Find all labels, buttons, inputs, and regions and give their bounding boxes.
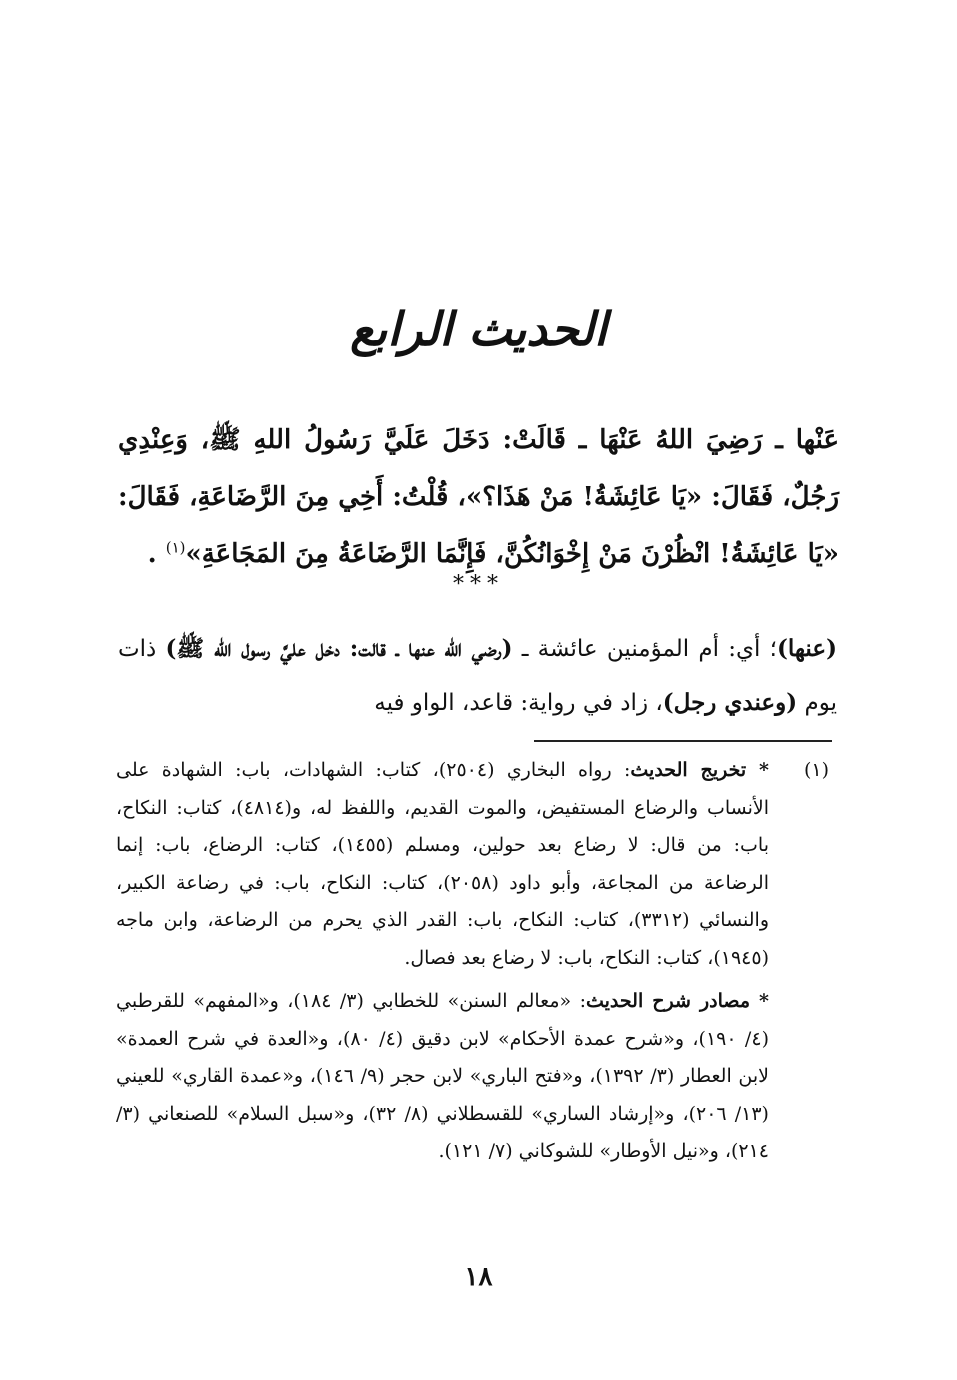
hadith-text-block [118,412,839,583]
hadith-end-punct: . [147,539,166,569]
page-number: ١٨ [464,1262,493,1292]
section-separator: *** [453,572,504,597]
commentary-text [118,622,837,730]
footnotes-section [116,752,829,1171]
footnote-sources [116,983,829,1171]
footnote-divider [534,740,832,742]
commentary-text-1: ؛ أي: أم المؤمنين عائشة ـ [512,636,777,662]
sources-label: * مصادر شرح الحديث [585,990,769,1012]
commentary-quote-1: (عنها) [776,635,837,662]
commentary-text-2: ذات يوم [118,636,837,716]
takhrij-text: : رواه البخاري (٢٥٠٤)، كتاب: الشهادات، باب: الشهادة على الأنساب والرضاع المستفيض، والموت القديم، واللفظ له، و(٤٨١٤)، كتاب: النكاح، باب: من قال: لا رضاع بعد حولين، ومسلم (١٤٥٥)، كتاب: الرضاع، باب: إنما الرضاعة من المجاعة، وأبو داود (٢٠٥٨)، كتاب: النكاح، باب: في رضاعة الكبير، والنسائي (٣٣١٢)، كتاب: النكاح، باب: القدر الذي يحرم من الرضاعة، وابن ماجه (١٩٤٥)، كتاب: النكاح، باب: لا رضاع بعد فصال. [116,759,769,969]
commentary-quote-2: (رضي الله عنها ـ قالت: دخل عليَّ رسول الله ﷺ) [165,635,513,662]
commentary-quote-3: (وعندي رجل) [662,689,798,716]
sources-text: : «معالم السنن» للخطابي (٣/ ١٨٤)، و«المفهم» للقرطبي (٤/ ١٩٠)، و«شرح عمدة الأحكام» لابن دقيق (٤/ ٨٠)، و«العدة في شرح العمدة» لابن العطار (٣/ ١٣٩٢)، و«فتح الباري» لابن حجر (٩/ ١٤٦)، و«عمدة القاري» للعيني (١٣/ ٢٠٦)، و«إرشاد الساري» للقسطلاني (٨/ ٣٢)، و«سبل السلام» للصنعاني (٣/ ٢١٤)، و«نيل الأوطار» للشوكاني (٧/ ١٢١). [116,990,769,1162]
chapter-title: الحديث الرابع [350,302,607,356]
footnote-number: (١) [803,759,829,781]
footnote-reference[interactable]: (١) [165,538,186,557]
takhrij-label: * تخريج الحديث [630,759,769,781]
footnote-takhrij [116,752,829,977]
commentary-text-3: ، زاد في رواية: قاعد، الواو فيه [374,690,663,716]
hadith-text: عَنْها ـ رَضِيَ اللهُ عَنْهَا ـ قَالَتْ: دَخَلَ عَلَيَّ رَسُولُ اللهِ ﷺ، وَعِنْدِي رَجُلٌ، فَقَالَ: «يَا عَائِشَةُ! مَنْ هَذَا؟»، قُلْتُ: أَخِي مِنَ الرَّضَاعَةِ، فَقَالَ: «يَا عَائِشَةُ! انْظُرْنَ مَنْ إِخْوَانُكُنَّ، فَإِنَّمَا الرَّضَاعَةُ مِنَ المَجَاعَةِ» [118,425,839,569]
